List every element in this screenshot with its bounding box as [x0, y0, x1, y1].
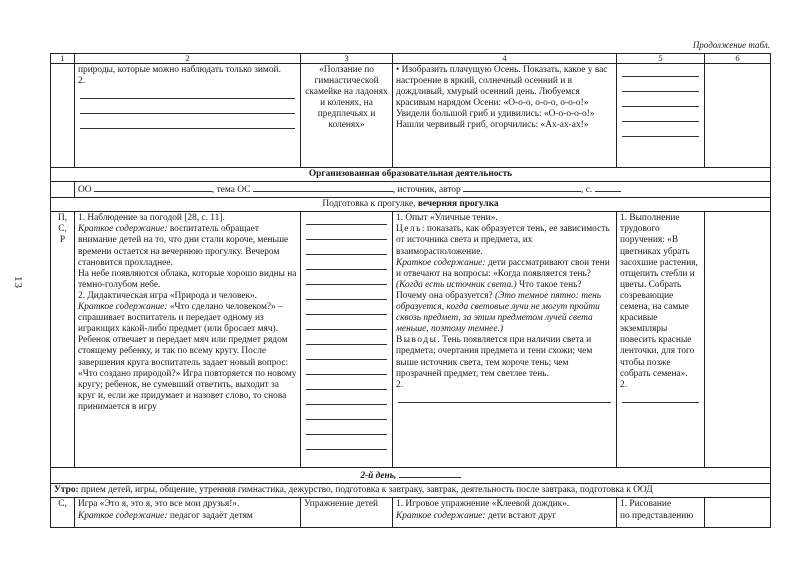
weather-observation-item: 1. Наблюдение за погодой [28, с. 11]. [78, 213, 225, 224]
game-brief [78, 302, 297, 413]
tema-blank [253, 183, 393, 192]
notes-cell [705, 212, 771, 468]
item-2-label: 2. [78, 76, 86, 87]
sky-text: На небе появляются облака, которые хорошо видны на темно-голубом небе. [78, 268, 297, 290]
children-exercise: Упражнение детей [304, 499, 379, 510]
code-cell [51, 212, 75, 468]
friends-brief [78, 511, 297, 522]
experiment-conclusion [396, 335, 613, 379]
day2-exercise-cell [301, 498, 393, 528]
blank-line [306, 228, 387, 240]
day2-label: 2-й день, [360, 471, 399, 482]
column-number-row [51, 54, 771, 64]
code-cell [51, 182, 75, 198]
page-number: 13 [12, 276, 24, 289]
blank-line [306, 318, 387, 330]
blank-line [306, 288, 387, 300]
walk-header-row [51, 198, 771, 212]
work-cell [617, 64, 705, 168]
blank-line [306, 363, 387, 375]
ood-fields [75, 182, 771, 198]
item-2-label: 2. [620, 379, 628, 390]
nature-text: природы, которые можно наблюдать только зимой. [78, 65, 281, 75]
brief-text: Что такое тень? Почему она образуется? [396, 279, 582, 301]
crawling-exercise-text: «Ползание по гимнастической скамейке на ладонях и коленях, на предплечьях и коленях» [305, 65, 388, 131]
blank-line [306, 393, 387, 405]
blank-line [398, 391, 611, 403]
col-number: 3 [301, 54, 393, 64]
brief-label: Краткое содержание: [78, 510, 168, 521]
col-number: 2 [75, 54, 301, 64]
code-s: С, [58, 224, 67, 235]
ood-fields-row [51, 182, 771, 198]
morning-row [51, 484, 771, 498]
experiment-item: 1. Опыт «Уличные тени». [396, 213, 498, 224]
blank-line [306, 303, 387, 315]
work-assignment: 1. Выполнение трудового поручения: «В цветниках убрать засохшие растения, отщепить стебли и цветы. Собрать созревающие семена, на самые красивые экземпляры повесить красные ленточки, для того чтобы позже собрать семена». [620, 213, 698, 379]
continued-row [51, 64, 771, 168]
ood-title: Организованная образовательная деятельность [51, 168, 771, 182]
morning-text: прием детей, игры, общение, утренняя гимнастика, дежурство, подготовка к завтраку, завтрак, деятельность после завтрака, подготовка к ООД [78, 485, 653, 496]
day2-activity-cell [75, 498, 301, 528]
walk-title-plain: Подготовка к прогулке, [322, 199, 418, 210]
blank-line [306, 243, 387, 255]
conclusion-text: . Тень появляется при наличии света и предмета; очертания предмета и тени схожи; чем выше источник света, тем короче тень; чем прозрачней предмет, тем светлее тень. [396, 335, 593, 379]
col-number: 4 [393, 54, 617, 64]
brief-label: Краткое содержание: [78, 224, 168, 235]
day2-game-cell [393, 498, 617, 528]
blank-line [306, 348, 387, 360]
item-2-label: 2. [396, 379, 404, 390]
blank-line [306, 213, 387, 225]
didactic-game-item: 2. Дидактическая игра «Природа и человек». [78, 290, 258, 301]
drawing-line2: по представлению [620, 510, 694, 521]
autumn-exercise-text: • Изобразить плачущую Осень. Показать, какое у вас настроение в яркий, солнечный осенний и в дождливый, хмурый осенний день. Любуемся красивым нарядом Осени: «О-о-о, о-о-о, о-о-о!» Увидели большой гриб и удивились: «О-о-о-о-о!» Нашли червивый гриб, огорчились: «Ах-ах-ах!» [396, 65, 608, 131]
walk-work-cell [617, 212, 705, 468]
day2-title [51, 468, 771, 484]
blank-line [306, 408, 387, 420]
tema-label: , тема ОС [211, 185, 251, 196]
brief-text: педагог задаёт детям [167, 510, 253, 521]
oo-label: ОО [78, 185, 92, 196]
notes-cell [705, 64, 771, 168]
blank-line [622, 95, 699, 107]
goal-text: : показать, как образуется тень, ее зависимость от источника света и предмета, их взаиморасположение. [396, 224, 610, 257]
glue-rain-brief [396, 511, 613, 522]
walk-activity-cell [75, 212, 301, 468]
col-number: 1 [51, 54, 75, 64]
brief-italic: (Когда есть источник света.) [396, 279, 517, 290]
walk-exercise-cell [301, 212, 393, 468]
brief-label: Краткое содержание: [396, 510, 486, 521]
source-label: , источник, автор [392, 185, 461, 196]
oo-blank [94, 183, 212, 192]
morning-label: Утро: [54, 485, 79, 496]
ood-header-row [51, 168, 771, 182]
experiment-goal [396, 224, 613, 257]
conclusion-label: Выводы [396, 335, 438, 346]
friends-game: Игра «Это я, это я, это все мои друзья!». [78, 499, 240, 510]
blank-line [622, 65, 699, 77]
blank-line [80, 87, 295, 99]
continuation-note: Продолжение табл. [692, 40, 770, 50]
walk-experiment-cell [393, 212, 617, 468]
brief-label: Краткое содержание: [396, 257, 486, 268]
brief-text: дети рассматривают свои тени и отвечают на вопросы: «Когда появляется тень? [396, 257, 610, 279]
expression-cell [393, 64, 617, 168]
col-number: 6 [705, 54, 771, 64]
day2-header-row [51, 468, 771, 484]
page-blank [595, 183, 621, 192]
col-number: 5 [617, 54, 705, 64]
notes-cell [705, 498, 771, 528]
blank-line [306, 258, 387, 270]
blank-line [306, 378, 387, 390]
brief-text: воспитатель обращает внимание детей на то, что дни стали короче, меньше времени остается на вечернюю прогулку. Вечером становится прохладнее. [78, 224, 289, 268]
experiment-brief [396, 258, 613, 336]
goal-label: Цель [396, 224, 422, 235]
blank-line [80, 117, 295, 129]
walk-title-bold: вечерняя прогулка [417, 199, 499, 210]
drawing-line1: 1. Рисование [620, 499, 672, 510]
morning-cell [51, 484, 771, 498]
blank-line [306, 438, 387, 450]
blank-line [622, 391, 699, 403]
day2-date-blank [399, 469, 461, 478]
blank-line [622, 125, 699, 137]
blank-line [622, 80, 699, 92]
code-cell: С, [51, 498, 75, 528]
walk-row [51, 212, 771, 468]
blank-line [306, 333, 387, 345]
blank-line [306, 273, 387, 285]
code-cell [51, 64, 75, 168]
walk-title [51, 198, 771, 212]
weather-brief [78, 224, 297, 268]
blank-line [80, 102, 295, 114]
code-p: П, [57, 213, 68, 224]
glue-rain-exercise: 1. Игровое упражнение «Клеевой дождик». [396, 499, 570, 510]
exercise-cell [301, 64, 393, 168]
day2-first-row [51, 498, 771, 528]
blank-line [622, 110, 699, 122]
plan-table [50, 53, 771, 528]
page-label: , с. [581, 185, 593, 196]
day2-drawing-cell [617, 498, 705, 528]
brief-label: Краткое содержание: [78, 302, 168, 313]
brief-text: дети встают друг [485, 510, 557, 521]
code-r: Р [59, 235, 66, 246]
activity-cell [75, 64, 301, 168]
brief-italic: (Это темное пятно: тень образуется, когда световые лучи не могут пройти сквозь предмет, за этим предметом лучей света меньше, поэтому темнее.) [396, 290, 602, 335]
source-blank [463, 183, 581, 192]
game-text: «Что сделано человеком?» – спрашивает воспитатель и передает одному из играющих какой-либо предмет (или бросает мяч). Ребенок отвечает и передает мяч или предмет рядом стоящему ребенку, и так по всему кругу. После завершения круга воспитатель задает новый вопрос: «Что создано природой?» Игра повторяется по новому кругу; ребенок, не сумевший ответить, выходит за круг и, если же придумает и назовет слово, то снова принимается в игру [78, 302, 297, 412]
blank-line [306, 423, 387, 435]
